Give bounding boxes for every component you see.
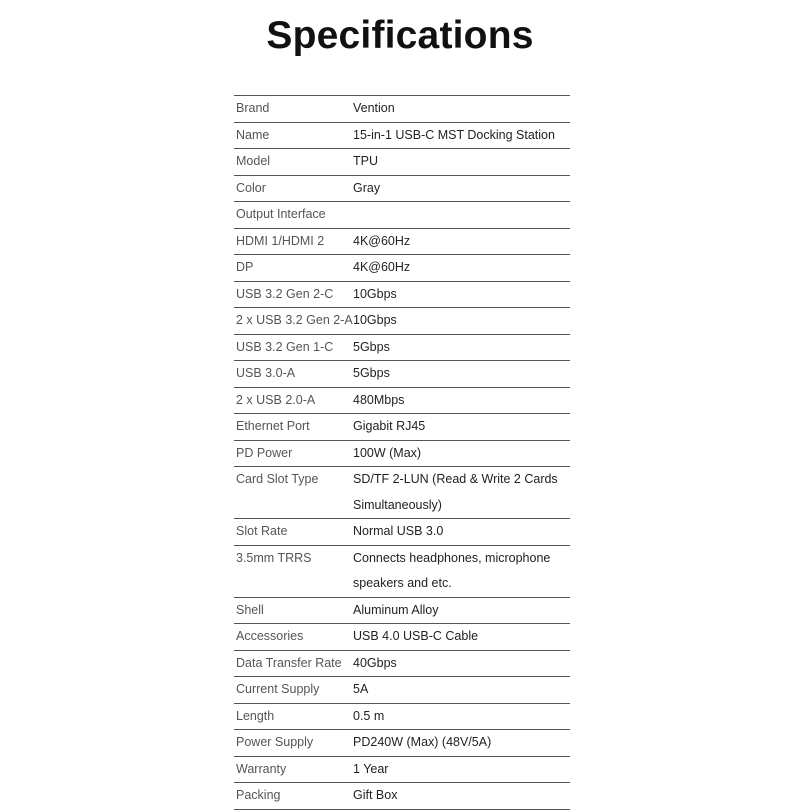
- spec-row: [234, 757, 570, 784]
- spec-value: 0.5 m: [353, 708, 385, 723]
- spec-key: Card Slot Type: [236, 472, 319, 486]
- spec-key: Warranty: [236, 761, 287, 776]
- spec-row: [234, 677, 570, 704]
- spec-row: [234, 149, 570, 176]
- spec-key: Current Supply: [236, 682, 320, 696]
- spec-key: Shell: [236, 602, 264, 617]
- spec-row: [234, 414, 570, 441]
- spec-value: 480Mbps: [353, 392, 405, 407]
- spec-row: [234, 388, 570, 415]
- spec-value: 5A: [353, 682, 369, 696]
- spec-row: [234, 546, 570, 598]
- spec-value: Gigabit RJ45: [353, 419, 426, 433]
- spec-row: [234, 176, 570, 203]
- page-title: Specifications: [266, 14, 534, 57]
- spec-row: [234, 308, 570, 335]
- spec-row: [234, 255, 570, 282]
- spec-key: Color: [236, 180, 266, 195]
- spec-row: [234, 651, 570, 678]
- spec-key: Name: [236, 127, 270, 142]
- spec-table: [234, 95, 570, 810]
- spec-key: USB 3.2 Gen 2-C: [236, 286, 334, 301]
- spec-key: Slot Rate: [236, 524, 288, 538]
- spec-key: 2 x USB 2.0-A: [236, 392, 316, 407]
- spec-value: 4K@60Hz: [353, 260, 411, 274]
- spec-value: Normal USB 3.0: [353, 524, 444, 538]
- spec-row: [234, 282, 570, 309]
- spec-value: 10Gbps: [353, 286, 397, 301]
- spec-row: [234, 704, 570, 731]
- spec-key: Ethernet Port: [236, 419, 310, 433]
- spec-value: [353, 202, 570, 228]
- spec-value: 4K@60Hz: [353, 233, 411, 248]
- spec-key: 3.5mm TRRS: [236, 550, 312, 565]
- spec-value: 40Gbps: [353, 655, 397, 670]
- spec-row: [234, 467, 570, 519]
- spec-row: [234, 229, 570, 256]
- spec-key: USB 3.0-A: [236, 366, 296, 380]
- spec-value: SD/TF 2-LUN (Read & Write 2 Cards Simultaneously): [353, 472, 558, 512]
- spec-key: DP: [236, 260, 254, 274]
- spec-key: Length: [236, 708, 275, 723]
- spec-value: TPU: [353, 154, 378, 168]
- spec-row: [234, 202, 570, 229]
- spec-key: Power Supply: [236, 735, 314, 749]
- spec-value: PD240W (Max) (48V/5A): [353, 735, 492, 749]
- spec-value: Gray: [353, 180, 381, 195]
- spec-value: Vention: [353, 101, 395, 115]
- spec-row: [234, 123, 570, 150]
- spec-value: 100W (Max): [353, 445, 422, 460]
- spec-value: 1 Year: [353, 761, 389, 776]
- spec-value: 5Gbps: [353, 339, 390, 354]
- spec-row: [234, 783, 570, 810]
- spec-value: 15-in-1 USB-C MST Docking Station: [353, 127, 555, 142]
- spec-row: [234, 335, 570, 362]
- spec-row: [234, 730, 570, 757]
- spec-key: Packing: [236, 788, 281, 802]
- spec-key: Data Transfer Rate: [236, 655, 342, 670]
- spec-key: USB 3.2 Gen 1-C: [236, 339, 334, 354]
- spec-key: 2 x USB 3.2 Gen 2-A: [236, 313, 353, 327]
- spec-key: Brand: [236, 101, 270, 115]
- spec-key: Output Interface: [236, 207, 326, 221]
- spec-row: [234, 519, 570, 546]
- spec-row: [234, 598, 570, 625]
- spec-key: Model: [236, 154, 271, 168]
- spec-key: PD Power: [236, 445, 293, 460]
- spec-key: Accessories: [236, 629, 304, 643]
- spec-row: [234, 96, 570, 123]
- spec-value: USB 4.0 USB-C Cable: [353, 629, 479, 643]
- spec-value: Connects headphones, microphone speakers and etc.: [353, 550, 551, 590]
- spec-value: Aluminum Alloy: [353, 602, 439, 617]
- spec-value: 5Gbps: [353, 366, 390, 380]
- spec-key: HDMI 1/HDMI 2: [236, 233, 325, 248]
- spec-row: [234, 361, 570, 388]
- spec-value: 10Gbps: [353, 313, 397, 327]
- spec-row: [234, 624, 570, 651]
- spec-value: Gift Box: [353, 788, 398, 802]
- spec-row: [234, 441, 570, 468]
